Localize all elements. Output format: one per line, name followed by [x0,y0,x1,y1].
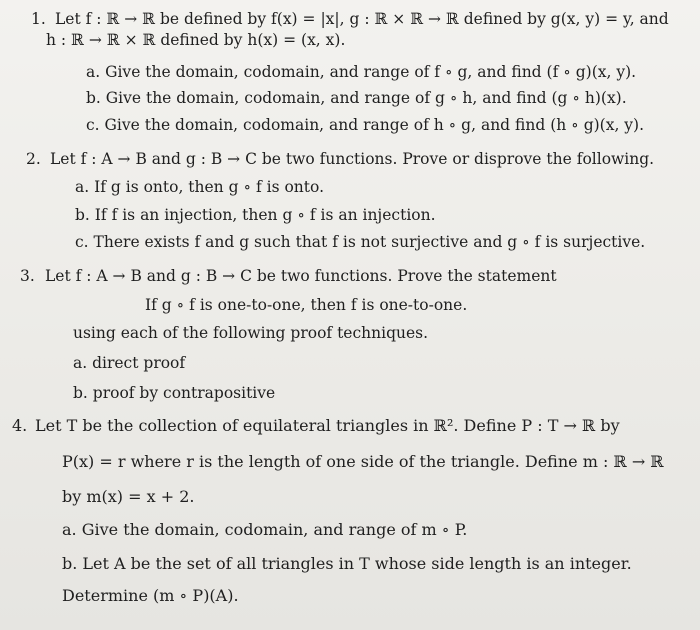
problem-3-statement: If g ∘ f is one-to-one, then f is one-to-one. [145,296,468,314]
problem-1-intro-line-1: Let f : ℝ → ℝ be defined by f(x) = |x|, g : ℝ × ℝ → ℝ defined by g(x, y) = y, and [55,10,669,28]
problem-3-part-a: a. direct proof [73,354,186,372]
problem-4-number: 4. [12,416,28,435]
problem-4-intro-line-2: P(x) = r where r is the length of one side of the triangle. Define m : ℝ → ℝ [62,452,664,471]
problem-4-intro-line-1: Let T be the collection of equilateral triangles in ℝ². Define P : T → ℝ by [35,416,620,435]
problem-3-part-b: b. proof by contrapositive [73,384,276,402]
problem-2-part-c: c. There exists f and g such that f is not surjective and g ∘ f is surjective. [75,233,646,251]
problem-4-part-a: a. Give the domain, codomain, and range of m ∘ P. [62,520,468,539]
problem-4-intro-line-3: by m(x) = x + 2. [62,487,195,506]
problem-2-part-a: a. If g is onto, then g ∘ f is onto. [75,178,324,196]
problem-1-number: 1. [31,10,46,28]
problem-3-intro: Let f : A → B and g : B → C be two functions. Prove the statement [45,267,557,285]
problem-2-part-b: b. If f is an injection, then g ∘ f is an injection. [75,206,436,224]
problem-1-part-a: a. Give the domain, codomain, and range of f ∘ g, and find (f ∘ g)(x, y). [86,63,637,81]
problem-1-part-b: b. Give the domain, codomain, and range of g ∘ h, and find (g ∘ h)(x). [86,89,627,107]
problem-2-intro: Let f : A → B and g : B → C be two functions. Prove or disprove the following. [50,150,655,168]
problem-3-number: 3. [20,267,35,285]
problem-3-techniques: using each of the following proof techniques. [73,324,429,342]
problem-2-number: 2. [26,150,41,168]
problem-1-intro-line-2: h : ℝ → ℝ × ℝ defined by h(x) = (x, x). [46,31,346,49]
problem-4-part-b: b. Let A be the set of all triangles in T whose side length is an integer. [62,554,632,573]
problem-1-part-c: c. Give the domain, codomain, and range of h ∘ g, and find (h ∘ g)(x, y). [86,116,645,134]
problem-4-closing: Determine (m ∘ P)(A). [62,586,239,605]
